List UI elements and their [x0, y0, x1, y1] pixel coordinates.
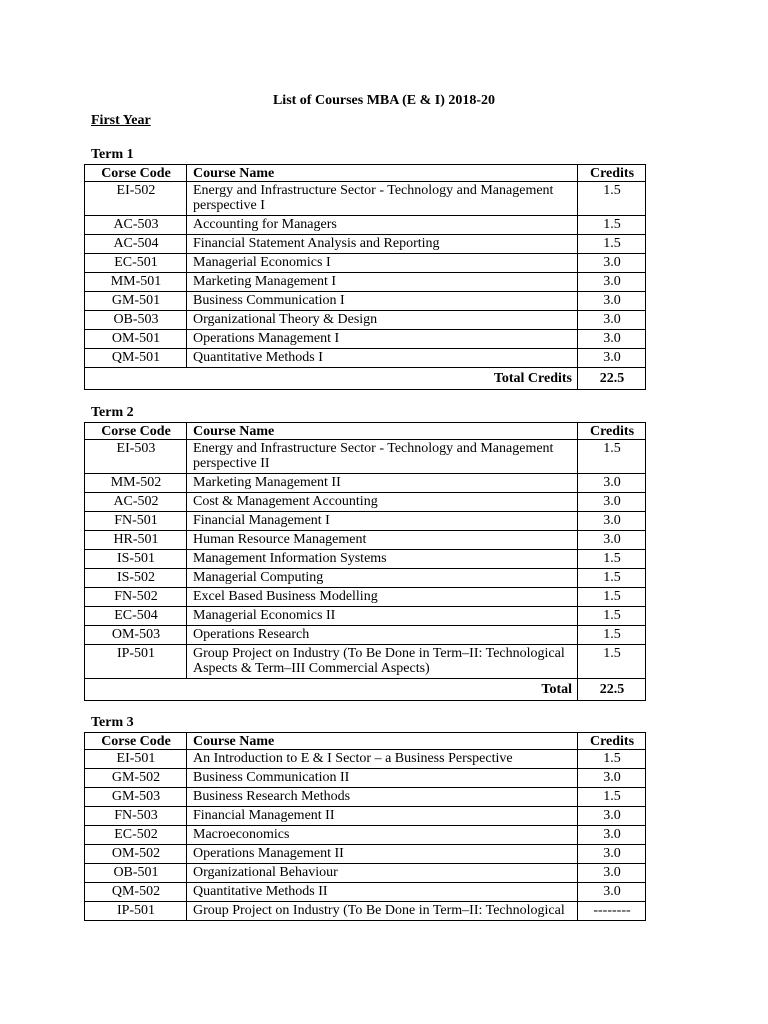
- table-row: [85, 826, 646, 845]
- course-name: Group Project on Industry (To Be Done in Term–II: Technological: [187, 902, 578, 921]
- course-credits: 3.0: [578, 769, 646, 788]
- course-code: EI-503: [85, 440, 187, 474]
- course-credits: 3.0: [578, 807, 646, 826]
- course-name: Marketing Management I: [187, 273, 578, 292]
- course-credits: 3.0: [578, 845, 646, 864]
- table-row: [85, 845, 646, 864]
- course-credits: 3.0: [578, 349, 646, 368]
- course-name: Operations Research: [187, 626, 578, 645]
- course-code: FN-502: [85, 588, 187, 607]
- course-credits: 1.5: [578, 588, 646, 607]
- course-code: OM-503: [85, 626, 187, 645]
- course-credits: 1.5: [578, 569, 646, 588]
- table-row: [85, 788, 646, 807]
- course-name: Accounting for Managers: [187, 216, 578, 235]
- course-code: IS-501: [85, 550, 187, 569]
- course-credits: 3.0: [578, 330, 646, 349]
- course-code: HR-501: [85, 531, 187, 550]
- course-credits: 3.0: [578, 864, 646, 883]
- course-code: EI-501: [85, 750, 187, 769]
- total-label: Total: [85, 679, 578, 701]
- table-row: [85, 292, 646, 311]
- course-name: Excel Based Business Modelling: [187, 588, 578, 607]
- header-course-name: Course Name: [187, 165, 578, 182]
- table-row: [85, 769, 646, 788]
- course-name: Organizational Behaviour: [187, 864, 578, 883]
- course-credits: 3.0: [578, 531, 646, 550]
- table-row: [85, 182, 646, 216]
- total-value: 22.5: [578, 368, 646, 390]
- header-credits: Credits: [578, 423, 646, 440]
- header-credits: Credits: [578, 733, 646, 750]
- table-row: [85, 440, 646, 474]
- table-row: [85, 273, 646, 292]
- course-credits: 3.0: [578, 883, 646, 902]
- header-course-code: Corse Code: [85, 423, 187, 440]
- table-row: [85, 474, 646, 493]
- course-name: Energy and Infrastructure Sector - Technology and Management perspective I: [187, 182, 578, 216]
- course-code: GM-501: [85, 292, 187, 311]
- table-row: [85, 254, 646, 273]
- course-code: AC-503: [85, 216, 187, 235]
- course-name: Cost & Management Accounting: [187, 493, 578, 512]
- document-title: List of Courses MBA (E & I) 2018-20: [272, 93, 496, 108]
- course-code: OM-502: [85, 845, 187, 864]
- term-3-heading: Term 3: [91, 715, 134, 730]
- total-row: [85, 368, 646, 390]
- course-name: Marketing Management II: [187, 474, 578, 493]
- table-row: [85, 531, 646, 550]
- course-code: EC-504: [85, 607, 187, 626]
- course-name: Operations Management I: [187, 330, 578, 349]
- course-credits: 3.0: [578, 512, 646, 531]
- table-row: [85, 311, 646, 330]
- table-row: [85, 750, 646, 769]
- course-credits: 3.0: [578, 311, 646, 330]
- header-course-code: Corse Code: [85, 165, 187, 182]
- table-header-row: [85, 165, 646, 182]
- course-code: EC-502: [85, 826, 187, 845]
- course-code: GM-503: [85, 788, 187, 807]
- course-name: Financial Statement Analysis and Reporting: [187, 235, 578, 254]
- course-credits: 3.0: [578, 292, 646, 311]
- table-row: [85, 330, 646, 349]
- course-credits: 1.5: [578, 750, 646, 769]
- header-credits: Credits: [578, 165, 646, 182]
- course-code: FN-503: [85, 807, 187, 826]
- table-row: [85, 902, 646, 921]
- course-name: Energy and Infrastructure Sector - Technology and Management perspective II: [187, 440, 578, 474]
- term-1-table: [84, 164, 646, 390]
- course-code: AC-504: [85, 235, 187, 254]
- year-heading: First Year: [91, 113, 151, 128]
- course-name: Business Communication II: [187, 769, 578, 788]
- table-row: [85, 883, 646, 902]
- course-credits: 1.5: [578, 182, 646, 216]
- course-code: MM-501: [85, 273, 187, 292]
- course-name: Quantitative Methods I: [187, 349, 578, 368]
- course-code: GM-502: [85, 769, 187, 788]
- course-credits: 3.0: [578, 493, 646, 512]
- table-row: [85, 493, 646, 512]
- course-name: Financial Management II: [187, 807, 578, 826]
- course-credits: 1.5: [578, 235, 646, 254]
- term-1-heading: Term 1: [91, 147, 134, 162]
- course-credits: 1.5: [578, 626, 646, 645]
- course-code: IP-501: [85, 902, 187, 921]
- course-code: MM-502: [85, 474, 187, 493]
- course-name: Managerial Economics I: [187, 254, 578, 273]
- course-name: Organizational Theory & Design: [187, 311, 578, 330]
- course-credits: 3.0: [578, 254, 646, 273]
- course-name: An Introduction to E & I Sector – a Business Perspective: [187, 750, 578, 769]
- course-name: Financial Management I: [187, 512, 578, 531]
- course-name: Management Information Systems: [187, 550, 578, 569]
- term-3-table: [84, 732, 646, 921]
- table-row: [85, 550, 646, 569]
- total-label: Total Credits: [85, 368, 578, 390]
- course-code: OB-503: [85, 311, 187, 330]
- header-course-name: Course Name: [187, 733, 578, 750]
- course-credits: 1.5: [578, 607, 646, 626]
- course-name: Business Communication I: [187, 292, 578, 311]
- course-credits: 1.5: [578, 645, 646, 679]
- course-code: QM-502: [85, 883, 187, 902]
- table-row: [85, 235, 646, 254]
- table-row: [85, 349, 646, 368]
- course-code: FN-501: [85, 512, 187, 531]
- course-code: IS-502: [85, 569, 187, 588]
- course-credits: 3.0: [578, 474, 646, 493]
- total-row: [85, 679, 646, 701]
- table-header-row: [85, 423, 646, 440]
- table-header-row: [85, 733, 646, 750]
- course-code: IP-501: [85, 645, 187, 679]
- course-name: Group Project on Industry (To Be Done in Term–II: Technological Aspects & Term–III Commercial Aspects): [187, 645, 578, 679]
- table-row: [85, 512, 646, 531]
- total-value: 22.5: [578, 679, 646, 701]
- course-code: QM-501: [85, 349, 187, 368]
- course-credits: 3.0: [578, 273, 646, 292]
- course-code: EI-502: [85, 182, 187, 216]
- table-row: [85, 626, 646, 645]
- course-name: Human Resource Management: [187, 531, 578, 550]
- header-course-code: Corse Code: [85, 733, 187, 750]
- course-name: Macroeconomics: [187, 826, 578, 845]
- course-credits: 1.5: [578, 550, 646, 569]
- term-2-table: [84, 422, 646, 701]
- course-credits: --------: [578, 902, 646, 921]
- course-code: OB-501: [85, 864, 187, 883]
- course-credits: 1.5: [578, 440, 646, 474]
- table-row: [85, 645, 646, 679]
- course-name: Managerial Computing: [187, 569, 578, 588]
- course-credits: 1.5: [578, 788, 646, 807]
- table-row: [85, 216, 646, 235]
- course-name: Operations Management II: [187, 845, 578, 864]
- course-code: EC-501: [85, 254, 187, 273]
- table-row: [85, 607, 646, 626]
- course-code: AC-502: [85, 493, 187, 512]
- table-row: [85, 807, 646, 826]
- table-row: [85, 864, 646, 883]
- table-row: [85, 569, 646, 588]
- course-credits: 3.0: [578, 826, 646, 845]
- course-code: OM-501: [85, 330, 187, 349]
- header-course-name: Course Name: [187, 423, 578, 440]
- course-name: Business Research Methods: [187, 788, 578, 807]
- table-row: [85, 588, 646, 607]
- course-credits: 1.5: [578, 216, 646, 235]
- term-2-heading: Term 2: [91, 405, 134, 420]
- course-name: Managerial Economics II: [187, 607, 578, 626]
- course-name: Quantitative Methods II: [187, 883, 578, 902]
